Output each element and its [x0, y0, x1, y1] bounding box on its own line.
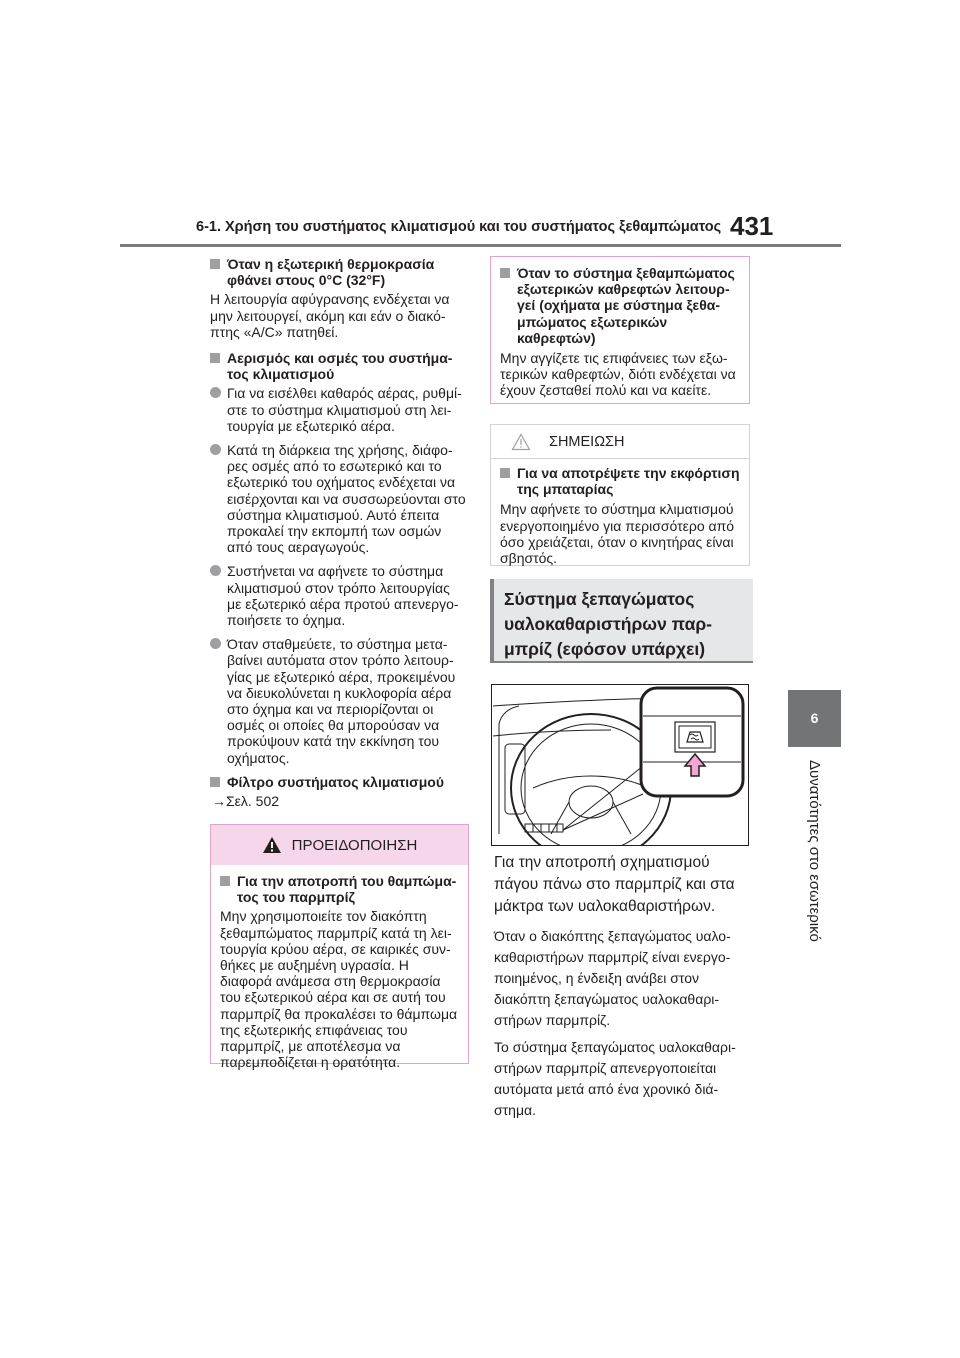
- chapter-tab[interactable]: 6: [788, 690, 841, 747]
- note-box: [490, 424, 750, 566]
- heading-ac-filter: Φίλτρο συστήματος κλιματισμού: [210, 774, 468, 790]
- reference-link[interactable]: Σελ. 502: [226, 793, 280, 810]
- note-header: [491, 425, 749, 459]
- note-heading: Για να αποτρέψετε την εκφόρτιση της μπαταρίας: [500, 465, 740, 497]
- mirror-defog-box: [490, 256, 750, 404]
- list-item: Κατά τη διάρκεια της χρήσης, διάφο- ρες οσμές από το εσωτερικό και το εξωτερικό του οχήματος ενδέχεται να εισέρχονται και να συσσωρεύονται στο σύστημα κλιματισμού. Αυτό έπειτα προκαλεί την εκπομπή των οσμών από τους αεραγωγούς.: [210, 442, 468, 555]
- list-item: Συστήνεται να αφήνετε το σύστημα κλιματισμού στον τρόπο λειτουργίας με εξωτερικό αέρα προτού απενεργο- ποιήσετε το όχημα.: [210, 563, 468, 628]
- right-column: [494, 852, 750, 1127]
- page-reference[interactable]: [210, 793, 468, 809]
- list-item: Όταν σταθμεύετε, το σύστημα μετα- βαίνει αυτόματα στον τρόπο λειτουρ- γίας με εξωτερικό αέρα, προκειμένου να διευκολύνεται η κυκλοφορία αέρα στο όχημα και να περιορίζονται οι οσμές οι οποίες θα μπορούσαν να προκύψουν κατά την εκκίνηση του οχήματος.: [210, 636, 468, 766]
- paragraph-dehumidify: Η λειτουργία αφύγρανσης ενδέχεται να μην λειτουργεί, ακόμη και εάν ο διακό- πτης «A/C» πατηθεί.: [210, 291, 450, 340]
- running-header: 6-1. Χρήση του συστήματος κλιματισμού και του συστήματος ξεθαμπώματος: [196, 219, 722, 235]
- mirror-heading: Όταν το σύστημα ξεθαμπώματος εξωτερικών καθρεφτών λειτουρ- γεί (οχήματα με σύστημα ξεθα- μπώματος εξωτερικών καθρεφτών): [500, 265, 740, 346]
- reference-arrow: →: [212, 793, 226, 810]
- warning-heading: Για την αποτροπή του θαμπώμα- τος του παρμπρίζ: [220, 873, 459, 905]
- note-title: ΣΗΜΕΙΩΣΗ: [549, 433, 625, 450]
- warning-box: [210, 824, 469, 1071]
- list-item: Για να εισέλθει καθαρός αέρας, ρυθμί- στε το σύστημα κλιματισμού στη λει- τουργία με εξωτερικό αέρα.: [210, 385, 468, 434]
- warning-triangle-icon: [262, 836, 282, 854]
- note-text: Μην αφήνετε το σύστημα κλιματισμού ενεργοποιημένο για περισσότερο από όσο χρειάζεται, όταν ο κινητήρας είναι σβηστός.: [500, 501, 735, 567]
- page-number: 431: [730, 211, 774, 241]
- warning-title: ΠΡΟΕΙΔΟΠΟΙΗΣΗ: [291, 836, 418, 854]
- warning-header: [211, 825, 468, 865]
- warning-text: Μην χρησιμοποιείτε τον διακόπτη ξεθαμπώματος παρμπρίζ κατά τη λει- τουργία κρύου αέρα, σε καιρικές συν- θήκες με αυξημένη υγρασία. Η διαφορά ανάμεσα στη θερμοκρασία του εξωτερικού αέρα και σε αυτή του παρμπρίζ θα προκαλέσει το θάμπωμα της εξωτερικής επιφάνειας του παρμπρίζ, με αποτέλεσμα να παρεμποδίζεται η ορατότητα.: [220, 908, 458, 1071]
- wiper-deicer-switch-illustration: [491, 684, 749, 846]
- chapter-tab-label: Δυνατότητες στο εσωτερικό: [806, 760, 823, 942]
- heading-outside-temp: Όταν η εξωτερική θερμοκρασία φθάνει στους 0°C (32°F): [210, 256, 468, 288]
- section-heading-box: [490, 579, 753, 663]
- caution-triangle-icon: [511, 433, 531, 451]
- deicer-indicator-text: Όταν ο διακόπτης ξεπαγώματος υαλο- καθαριστήρων παρμπρίζ είναι ενεργο- ποιημένος, η ένδειξη ανάβει στον διακόπτη ξεπαγώματος υαλοκαθαρι- στήρων παρμπρίζ.: [494, 928, 731, 1028]
- deicer-lead: Για την αποτροπή σχηματισμού πάγου πάνω στο παρμπρίζ και στα μάκτρα των υαλοκαθαριστήρων.: [494, 854, 735, 915]
- left-column: [210, 256, 468, 819]
- heading-ventilation: Αερισμός και οσμές του συστήμα- τος κλιματισμού: [210, 350, 468, 382]
- section-title: Σύστημα ξεπαγώματος υαλοκαθαριστήρων παρ- μπρίζ (εφόσον υπάρχει): [504, 589, 712, 659]
- deicer-auto-off-text: Το σύστημα ξεπαγώματος υαλοκαθαρι- στήρων παρμπρίζ απενεργοποιείται αυτόματα μετά από ένα χρονικό διά- στημα.: [494, 1039, 736, 1118]
- header-rule: [120, 244, 841, 247]
- mirror-text: Μην αγγίζετε τις επιφάνειες των εξω- τερικών καθρεφτών, διότι ενδέχεται να έχουν ζεσταθεί πολύ και να καείτε.: [500, 350, 736, 399]
